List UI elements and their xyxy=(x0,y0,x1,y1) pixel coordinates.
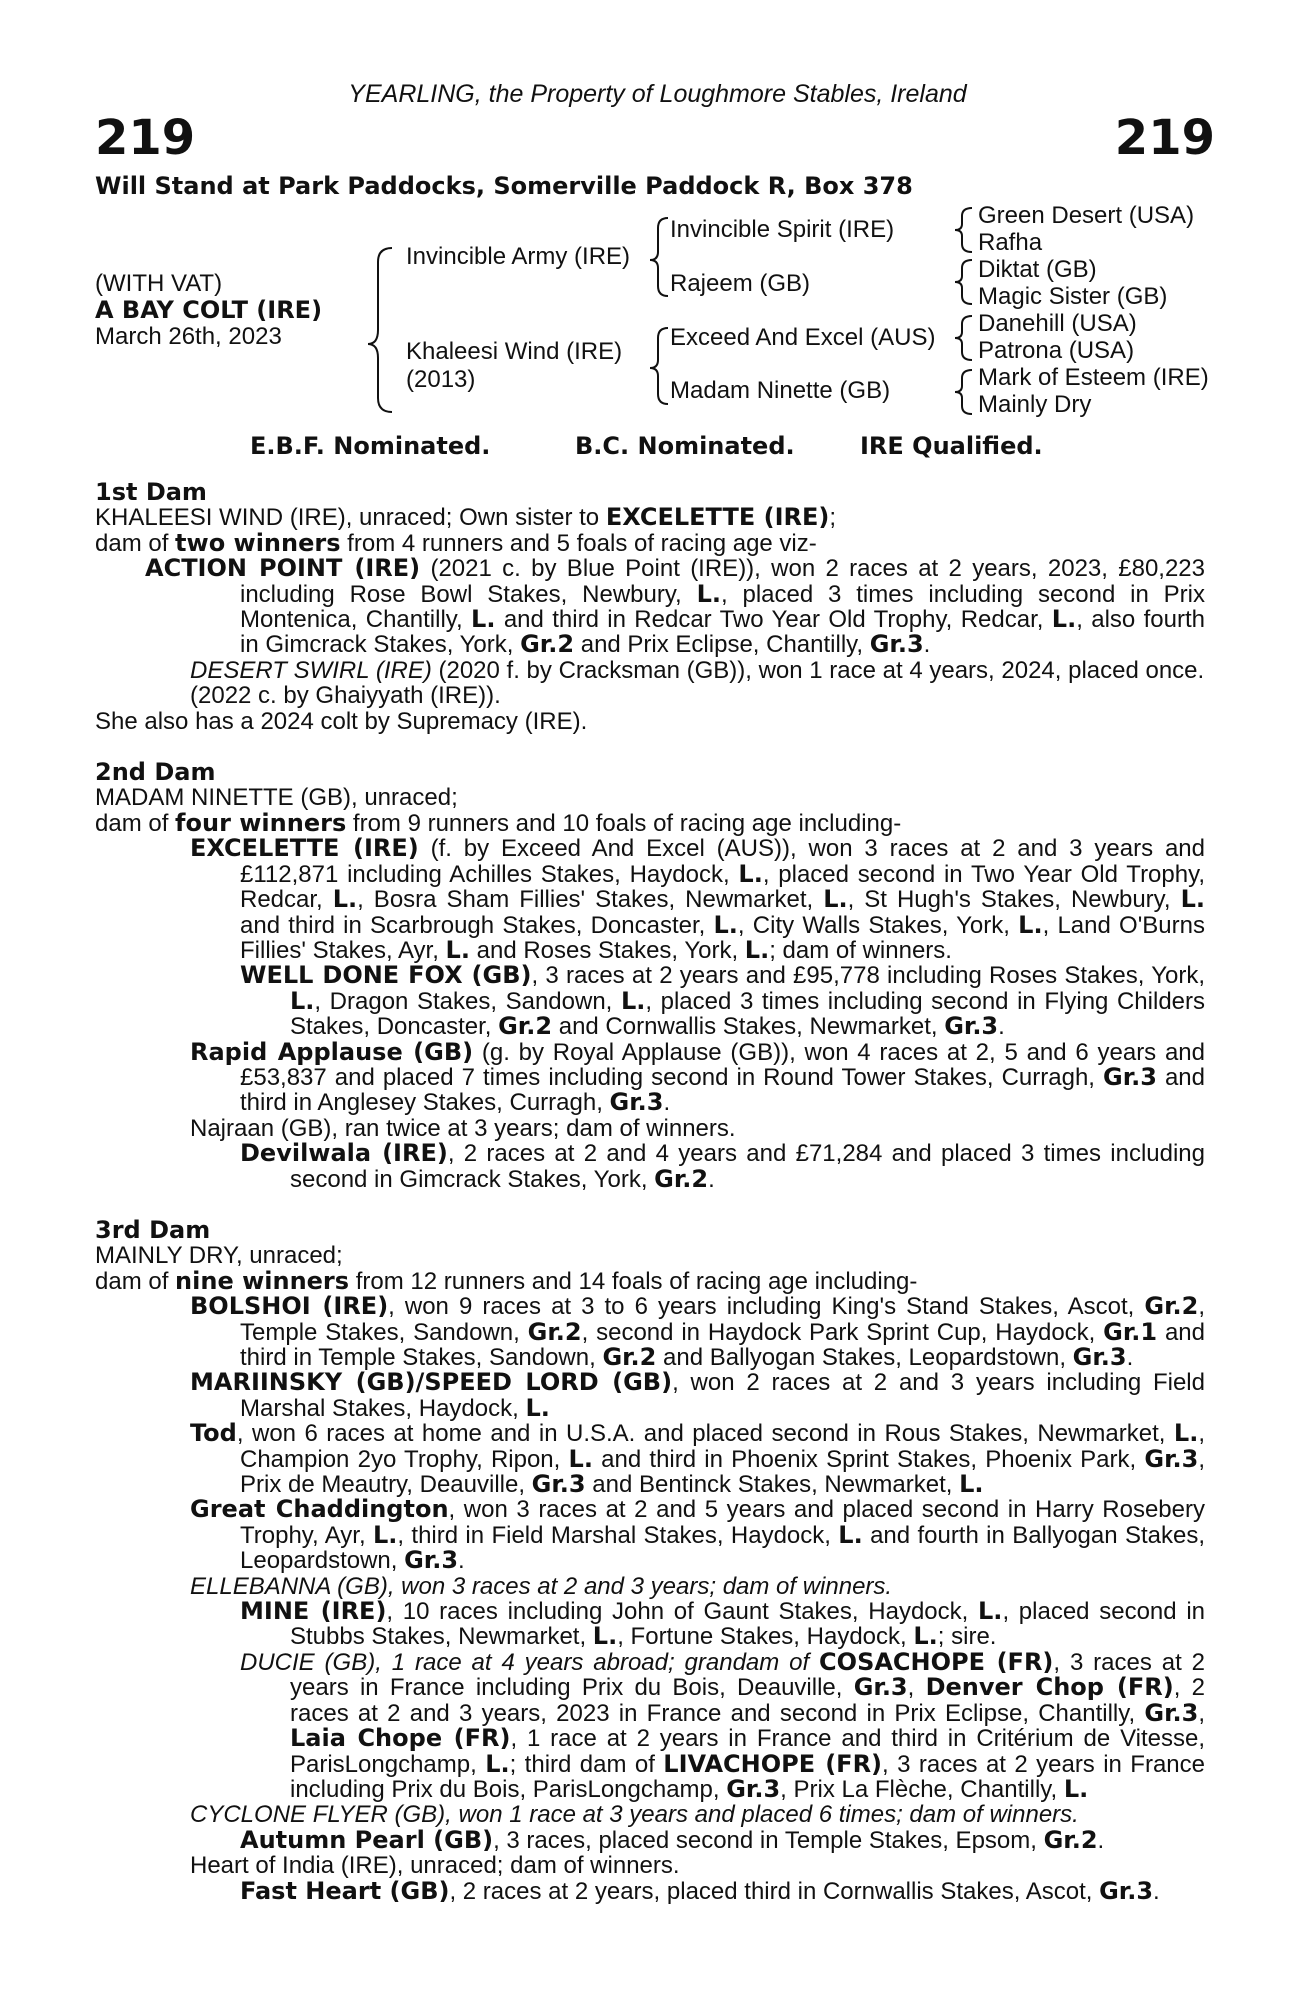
stabling-location: Will Stand at Park Paddocks, Somerville Paddock R, Box 378 xyxy=(95,172,913,200)
third-dam-entry: Tod, won 6 races at home and in U.S.A. and placed second in Rous Stakes, Newmarket, L., Champion 2yo Trophy, Ripon, L. and third in Phoenix Sprint Stakes, Phoenix Park, Gr.3, Prix de Meautry, Deauville, Gr.3 and Bentinck Stakes, Newmarket, L. xyxy=(190,1419,1205,1499)
foaling-date: March 26th, 2023 xyxy=(95,323,282,350)
second-dam-subentry: Devilwala (IRE), 2 races at 2 and 4 years and £71,284 and placed 3 times including second in Gimcrack Stakes, York, Gr.2. xyxy=(240,1139,1205,1193)
pedigree-sds: Diktat (GB) xyxy=(978,256,1097,283)
first-dam-entry: ACTION POINT (IRE) (2021 c. by Blue Point (IRE)), won 2 races at 2 years, 2023, £80,223 including Rose Bowl Stakes, Newbury, L., placed 3 times including second in Prix Montenica, Chantilly, L. and third in Redcar Two Year Old Trophy, Redcar, L., also fourth in Gimcrack Stakes, York, Gr.2 and Prix Eclipse, Chantilly, Gr.3. xyxy=(145,554,1206,659)
second-dam-summary: dam of four winners from 9 runners and 10 foals of racing age including- xyxy=(95,808,902,837)
first-dam-entry: DESERT SWIRL (IRE) (2020 f. by Cracksman (GB)), won 1 race at 4 years, 2024, placed once. xyxy=(190,656,1205,684)
third-dam-subentry: Autumn Pearl (GB), 3 races, placed second in Temple Stakes, Epsom, Gr.2. xyxy=(240,1825,1105,1854)
second-dam-subentry: WELL DONE FOX (GB), 3 races at 2 years and £95,778 including Roses Stakes, York, L., Dragon Stakes, Sandown, L., placed 3 times including second in Flying Childers Stakes, Doncaster, Gr.2 and Cornwallis Stakes, Newmarket, Gr.3. xyxy=(240,961,1206,1041)
pedigree-ddd: Mainly Dry xyxy=(978,391,1092,418)
bracket-dd xyxy=(955,370,972,414)
bracket-dam xyxy=(650,328,668,404)
lot-number-left: 219 xyxy=(95,110,196,166)
bracket-ss xyxy=(955,208,972,252)
bracket-sire xyxy=(650,218,668,296)
third-dam-entry: CYCLONE FLYER (GB), won 1 race at 3 years and placed 6 times; dam of winners. xyxy=(190,1801,1079,1829)
consignor-line: YEARLING, the Property of Loughmore Stables, Ireland xyxy=(348,80,967,108)
second-dam-entry: Najraan (GB), ran twice at 3 years; dam of winners. xyxy=(190,1114,736,1142)
produce-record xyxy=(95,480,1205,1904)
lot-subject: A BAY COLT (IRE) xyxy=(95,296,323,324)
second-dam-entry: EXCELETTE (IRE) (f. by Exceed And Excel (AUS)), won 3 races at 2 and 3 years and £112,871 including Achilles Stakes, Haydock, L., placed second in Two Year Old Trophy, Redcar, L., Bosra Sham Fillies' Stakes, Newmarket, L., St Hugh's Stakes, Newbury, L. and third in Scarbrough Stakes, Doncaster, L., City Walls Stakes, York, L., Land O'Burns Fillies' Stakes, Ayr, L. and Roses Stakes, York, L.; dam of winners. xyxy=(190,834,1205,964)
third-dam-entry: ELLEBANNA (GB), won 3 races at 2 and 3 years; dam of winners. xyxy=(190,1572,893,1600)
pedigree-sss: Green Desert (USA) xyxy=(978,202,1195,229)
first-dam-also: She also has a 2024 colt by Supremacy (IRE). xyxy=(95,707,588,735)
nomination-ebf: E.B.F. Nominated. xyxy=(250,432,491,460)
lot-number-right: 219 xyxy=(1114,110,1215,166)
third-dam-entry: Heart of India (IRE), unraced; dam of winners. xyxy=(190,1852,680,1880)
third-dam-subentry: MINE (IRE), 10 races including John of Gaunt Stakes, Haydock, L., placed second in Stubbs Stakes, Newmarket, L., Fortune Stakes, Haydock, L.; sire. xyxy=(240,1597,1205,1651)
third-dam-summary: dam of nine winners from 12 runners and 14 foals of racing age including- xyxy=(95,1266,918,1295)
pedigree-sdd: Magic Sister (GB) xyxy=(978,283,1168,310)
first-dam-entry: (2022 c. by Ghaiyyath (IRE)). xyxy=(190,682,501,710)
nomination-ire: IRE Qualified. xyxy=(860,432,1043,460)
pedigree-dds: Mark of Esteem (IRE) xyxy=(978,364,1209,391)
vat-note: (WITH VAT) xyxy=(95,270,223,297)
bracket-ds xyxy=(955,316,972,360)
pedigree-sire-sire: Invincible Spirit (IRE) xyxy=(670,216,895,243)
nomination-bc: B.C. Nominated. xyxy=(575,432,795,460)
pedigree-dsd: Patrona (USA) xyxy=(978,337,1135,364)
pedigree-sire: Invincible Army (IRE) xyxy=(406,243,631,270)
third-dam-entry: MARIINSKY (GB)/SPEED LORD (GB), won 2 races at 2 and 3 years including Field Marshal Stakes, Haydock, L. xyxy=(190,1368,1205,1422)
pedigree-dam-dam: Madam Ninette (GB) xyxy=(670,377,891,404)
first-dam-summary: dam of two winners from 4 runners and 5 foals of racing age viz- xyxy=(95,528,817,557)
pedigree-sire-dam: Rajeem (GB) xyxy=(670,270,811,297)
third-dam-intro: MAINLY DRY, unraced; xyxy=(95,1242,343,1270)
third-dam-entry: Great Chaddington, won 3 races at 2 and 5 years and placed second in Harry Rosebery Trophy, Ayr, L., third in Field Marshal Stakes, Haydock, L. and fourth in Ballyogan Stakes, Leopardstown, Gr.3. xyxy=(190,1495,1205,1575)
third-dam-heading: 3rd Dam xyxy=(95,1215,211,1244)
second-dam-heading: 2nd Dam xyxy=(95,758,216,787)
bracket-sd xyxy=(955,260,972,304)
pedigree-dss: Danehill (USA) xyxy=(978,310,1137,337)
third-dam-subentry: Fast Heart (GB), 2 races at 2 years, placed third in Cornwallis Stakes, Ascot, Gr.3. xyxy=(240,1876,1160,1905)
pedigree-dam: Khaleesi Wind (IRE) xyxy=(406,338,623,365)
pedigree-dam-sire: Exceed And Excel (AUS) xyxy=(670,324,936,351)
third-dam-subentry: DUCIE (GB), 1 race at 4 years abroad; grandam of COSACHOPE (FR), 3 races at 2 years in France including Prix du Bois, Deauville, Gr.3, Denver Chop (FR), 2 races at 2 and 3 years, 2023 in France and second in Prix Eclipse, Chantilly, Gr.3, Laia Chope (FR), 1 race at 2 years in France and third in Critérium de Vitesse, ParisLongchamp, L.; third dam of LIVACHOPE (FR), 3 races at 2 years in France including Prix du Bois, ParisLongchamp, Gr.3, Prix La Flèche, Chantilly, L. xyxy=(240,1647,1206,1803)
second-dam-intro: MADAM NINETTE (GB), unraced; xyxy=(95,784,458,812)
first-dam-intro: KHALEESI WIND (IRE), unraced; Own sister to EXCELETTE (IRE); xyxy=(95,503,837,532)
second-dam-entry: Rapid Applause (GB) (g. by Royal Applause (GB)), won 4 races at 2, 5 and 6 years and £53,837 and placed 7 times including second in Round Tower Stakes, Curragh, Gr.3 and third in Anglesey Stakes, Curragh, Gr.3. xyxy=(190,1037,1206,1117)
bracket-main xyxy=(368,248,392,412)
third-dam-entry: BOLSHOI (IRE), won 9 races at 3 to 6 years including King's Stand Stakes, Ascot, Gr.2, Temple Stakes, Sandown, Gr.2, second in Haydock Park Sprint Cup, Haydock, Gr.1 and third in Temple Stakes, Sandown, Gr.2 and Ballyogan Stakes, Leopardstown, Gr.3. xyxy=(190,1292,1205,1371)
pedigree-ssd: Rafha xyxy=(978,229,1043,256)
first-dam-heading: 1st Dam xyxy=(95,478,207,506)
pedigree-dam-year: (2013) xyxy=(406,366,476,393)
